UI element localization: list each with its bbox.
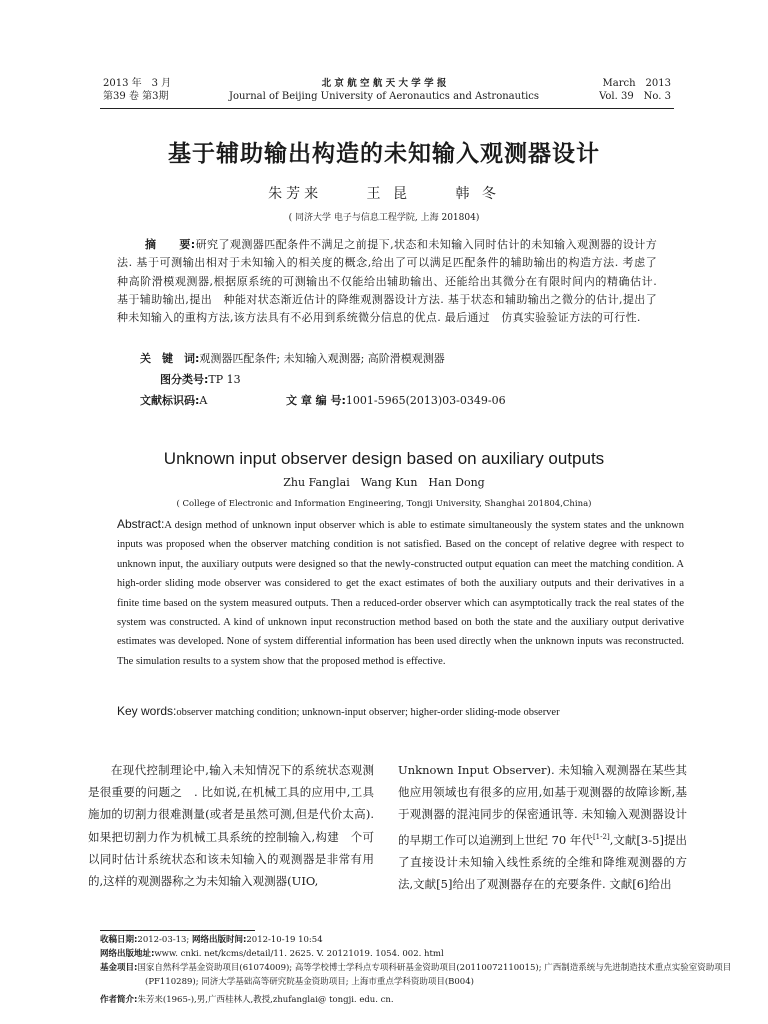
author-list: [0, 183, 768, 203]
url-label: 网络出版地址:: [100, 949, 155, 959]
published-value: 2012-10-19 10:54: [246, 935, 323, 945]
body-right-part-2: ,文献[3-5]提出了直接设计未知输入线性系统的全维和降维观测器的方法,文献[5]给出了观测器存在的充要条件. 文献[6]给出: [398, 832, 687, 891]
abstract-label-en: Abstract:: [117, 517, 165, 531]
author-2: 王 昆: [366, 186, 411, 202]
header-volume-en: Vol. 39 No. 3: [599, 91, 671, 102]
document-code: [140, 392, 207, 410]
journal-name-en: Journal of Beijing University of Aeronautics and Astronautics: [228, 91, 540, 102]
footnote-url: [100, 948, 690, 962]
doc-code-value: A: [199, 394, 208, 407]
clc-label: 图分类号:: [160, 373, 209, 386]
header-date: 2013 年 3 月: [103, 78, 172, 89]
footnote-received: [100, 934, 690, 948]
author-3: 韩 冬: [455, 186, 500, 202]
clc-number: [160, 371, 241, 389]
doc-code-label: 文献标识码:: [140, 394, 200, 407]
header-volume: 第39 卷 第3期: [103, 91, 169, 102]
header-rule: [100, 108, 674, 109]
url-value: www. cnki. net/kcms/detail/11. 2625. V. 20121019. 1054. 002. html: [154, 949, 444, 959]
clc-value: TP 13: [208, 373, 241, 386]
author-bio-label: 作者简介:: [100, 995, 138, 1005]
english-affiliation: ( College of Electronic and Information Engineering, Tongji University, Shanghai 201804,China): [176, 499, 592, 509]
footnote-author: [100, 994, 690, 1008]
body-right-part-1: Unknown Input Observer). 未知输入观测器在某些其他应用领域也有很多的应用,如基于观测器的故障诊断,基于观测器的混沌同步的保密通讯等. 未知输入观测器设计的早期工作可以追溯到上世纪 70 年代: [398, 763, 687, 847]
paper-title: 基于辅助输出构造的未知输入观测器设计: [168, 141, 600, 167]
affiliation: ( 同济大学 电子与信息工程学院, 上海 201804): [288, 213, 480, 223]
published-label: 网络出版时间:: [191, 935, 247, 945]
abstract-text-cn: 研究了观测器匹配条件不满足之前提下,状态和未知输入同时估计的未知输入观测器的设计方法. 基于可测输出相对于未知输入的相关度的概念,给出了可以满足匹配条件的辅助输出的构造方法. 考虑了 种高阶滑模观测器,根据原系统的可测输出不仅能给出辅助输出、还能给出其微分在有限时间内的精确估计. 基于辅助输出,提出 种能对状态渐近估计的降维观测器设计方法. 基于状态和辅助输出之微分的估计,提出了 种未知输入的重构方法,该方法具有不必用到系统微分信息的优点. 最后通过 仿真实验验证方法的可行性.: [117, 238, 669, 325]
article-number: [286, 392, 506, 410]
article-no-value: 1001-5965(2013)03-0349-06: [345, 394, 506, 407]
english-title: Unknown input observer design based on auxiliary outputs: [163, 449, 605, 468]
keywords-text-cn: 观测器匹配条件; 未知输入观测器; 高阶滑模观测器: [199, 352, 445, 365]
author-1: 朱芳来: [268, 186, 323, 202]
body-column-left: 在现代控制理论中,输入未知情况下的系统状态观测是很重要的问题之 . 比如说,在机械工具的应用中,工具施加的切割力很难测量(或者是虽然可测,但是代价太高). 如果把切割力作为机械工具系统的控制输入,构建 个可以同时估计系统状态和该未知输入的观测器是非常有用的,这样的观测器称之为未知输入观测器(UIO,: [88, 763, 374, 889]
received-label: 收稿日期:: [100, 935, 138, 945]
article-no-label: 文 章 编 号:: [286, 394, 346, 407]
author-bio-value: 朱芳来(1965-),男,广西桂林人,教授,zhufanglai@ tongji. edu. cn.: [137, 995, 394, 1005]
keywords-label-cn: 关 键 词:: [140, 352, 200, 365]
abstract-text-en: A design method of unknown input observer which is able to estimate simultaneously the system states and the unknown inputs was proposed when the observer matching condition is not satisfied. Based on the concept of relative degree with respect to unknown input, the auxiliary outputs were designed so that the newly-constructed output equation can meet the matching condition. A high-order sliding mode observer was considered to get the exact estimates of both the auxiliary outputs and their derivatives in a finite time based on the system measured outputs. Then a reduced-order observer which can asymptotically track the real states of the system was constructed. A kind of unknown input reconstruction method based on both the state and the auxiliary output derivative estimates was developed. None of system differential information has been used directly when the unknown inputs was reconstructed. The simulation results to a system show that the proposed method is effective.: [117, 520, 684, 667]
body-column-right: [398, 759, 687, 895]
english-keywords: [117, 704, 560, 718]
journal-name-cn: 北 京 航 空 航 天 大 学 学 报: [321, 78, 447, 89]
header-right: [599, 77, 671, 103]
received-value: 2012-03-13;: [137, 935, 192, 945]
english-abstract: [117, 515, 684, 671]
funding-label: 基金项目:: [100, 963, 138, 973]
keywords-cn: [140, 350, 445, 368]
keywords-text-en: observer matching condition; unknown-input observer; higher-order sliding-mode observer: [176, 707, 560, 718]
footnote-funding: [100, 962, 735, 989]
funding-value: 国家自然科学基金资助项目(61074009); 高等学校博士学科点专项科研基金资助项目(20110072110015); 广西制造系统与先进制造技术重点实验室资助项目(PF110289); 同济大学基础高等研究院基金资助项目; 上海市重点学科资助项目(B004): [137, 963, 732, 987]
footnote-rule: [100, 930, 255, 931]
header-date-en: March 2013: [602, 78, 671, 89]
keywords-label-en: Key words:: [117, 704, 177, 718]
citation-superscript: [1-2]: [592, 832, 610, 841]
chinese-abstract: [117, 236, 669, 327]
abstract-label-cn: 摘 要:: [145, 238, 196, 251]
english-authors: Zhu Fanglai Wang Kun Han Dong: [283, 476, 485, 489]
